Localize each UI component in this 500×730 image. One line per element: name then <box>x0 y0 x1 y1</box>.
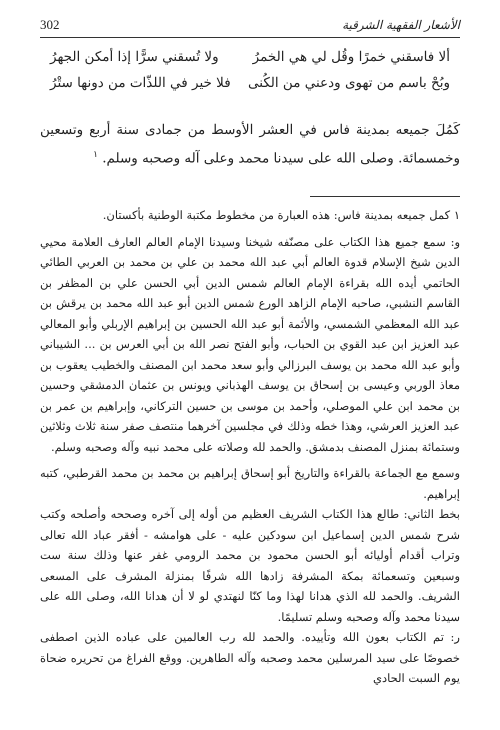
footnote-rule <box>310 196 460 197</box>
verse-left-hemistich: فلا خير في اللذّات من دونها ستْرُ <box>50 75 231 91</box>
footnote-paragraph: بخط الثاني: طالع هذا الكتاب الشريف العظيم من أوله إلى آخره وصححه وأصلحه وكتب شرح شمس الدين إسماعيل ابن سودكين عليه - على هوامشه - أفقر عباد الله تعالى وتراب أقدام أوليائه أبو الحسن محمود بن محمد الرومي غفر عنها وذلك سنة ست وسبعين وتسعمائة بمكة المشرفة زادها الله شرفًا بمنزلة المشرف على المسعى الشريف. والحمد لله الذي هدانا لهذا وما كنّا لنهتدي لو لا أن هدانا الله، وصلى الله على سيدنا محمد وآله وصحبه وسلم تسليمًا. <box>40 507 460 624</box>
verse-left-hemistich: ولا تُسقني سرًّا إذا أمكن الجهرُ <box>50 49 219 65</box>
footnote-marker: ١ <box>93 150 98 160</box>
footnote-paragraph: ١ كمل جميعه بمدينة فاس: هذه العبارة من مخطوط مكتبة الوطنية بأكستان. <box>102 208 460 222</box>
verse-line <box>40 44 460 70</box>
footnote-paragraph: وسمع مع الجماعة بالقراءة والتاريخ أبو إسحاق إبراهيم بن محمد بن محمد القرطبي، كتبه إبراهيم. <box>40 466 460 501</box>
colophon-body: كَمُلَ جميعه بمدينة فاس في العشر الأوسط من جمادى سنة أربع وتسعين وخمسمائة. وصلى الله على سيدنا محمد وعلى آله وصحبه وسلم. <box>40 122 460 167</box>
footnote-paragraph: ر: تم الكتاب بعون الله وتأييده. والحمد لله رب العالمين على عباده الذين اصطفى خصوصًا على سيد المرسلين محمد وصحبه وآله الطاهرين. ووقع الفراغ من تحريره ضحاة يوم السبت الحادي <box>40 630 460 685</box>
running-title: الأشعار الفقهية الشرقية <box>342 18 460 32</box>
footnotes <box>40 205 460 689</box>
verse-line <box>40 70 460 96</box>
page-header <box>40 14 460 36</box>
colophon-text <box>40 118 460 172</box>
verse-right-hemistich: وبُحْ باسم من تهوى ودعني من الكُنى <box>248 75 450 91</box>
page-number: 302 <box>40 17 60 32</box>
verse-right-hemistich: ألا فاسقني خمرًا وقُل لي هي الخمرُ <box>252 49 450 65</box>
header-rule <box>40 37 460 38</box>
poem-verses <box>40 44 460 96</box>
footnote-paragraph: و: سمع جميع هذا الكتاب على مصنّفه شيخنا وسيدنا الإمام العالم العارف العلامة محيي الدين شيخ الإسلام قدوة العالم أبي عبد الله محمد بن علي بن محمد بن العربي الطائي الحاتمي أيده الله بقراءة الإمام العالم شمس الدين أبي الحسن علي بن المظفر بن القاسم النشبي، صاحبه الإمام الزاهد الورع شمس الدين أبو عبد الله محمد بن يرقش بن عبد الله المعظمي الشمسي، والأئمة أبو عبد الله الحسين بن إبراهيم الإربلي وأبو المعالي عبد العزيز ابن عبد القوي بن الحباب، وأبو الفتح نصر الله بن أبي العرس بن ... الشيباني وأبو عبد الله محمد بن يوسف البرزالي وأبو سعد محمد ابن المصنف والخطيب يعقوب بن معاذ الوربي وعيسى بن إسحاق بن يوسف الهذباني ويونس بن عثمان الدمشقي وحسين بن محمد ابن علي الموصلي، وأحمد بن موسى بن حسين التركاني، وإبراهيم بن عمر بن عبد العزيز العرشي، وهذا خطه وذلك في مجلسين آخرهما منتصف صفر سنة ثلاث وثلاثين وستمائة بمنزل المصنف بدمشق. والحمد لله وصلاته على محمد نبيه وآله وصحبه وسلم. <box>40 234 460 454</box>
